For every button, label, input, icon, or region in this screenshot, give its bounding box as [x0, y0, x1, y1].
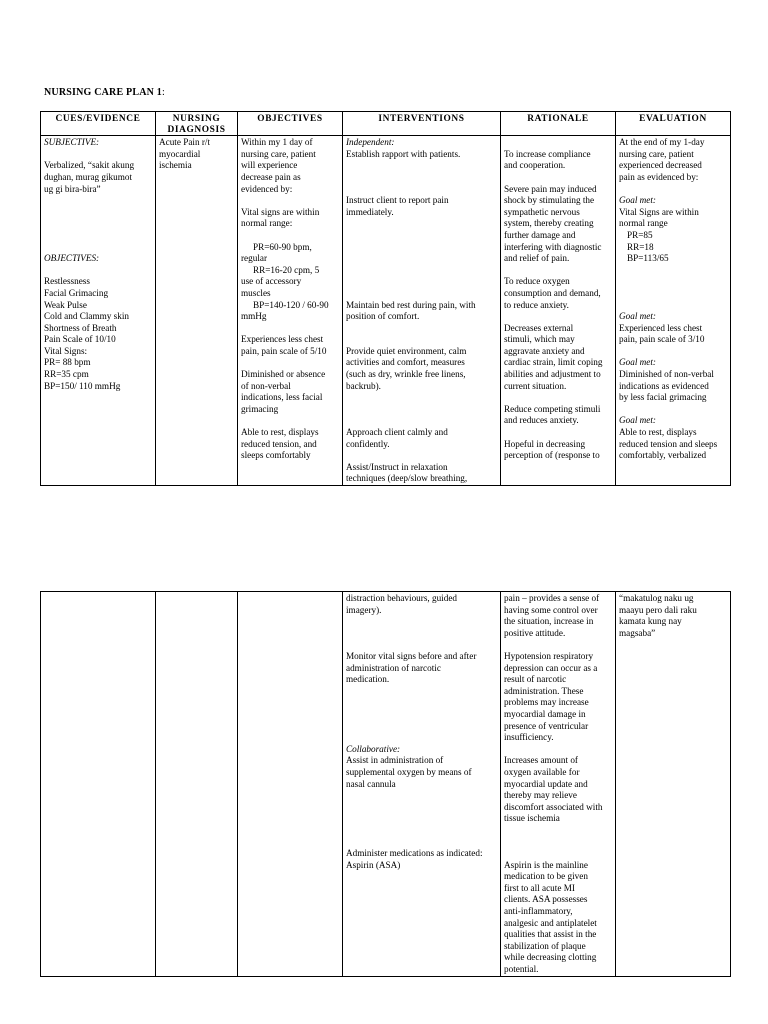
cell-line: Cold and Clammy skin [44, 311, 129, 322]
cell-line [44, 149, 152, 161]
cell-line: the situation, increase in [504, 616, 594, 627]
cell-line: normal range [619, 218, 668, 229]
cell-line: Goal met: [619, 415, 656, 426]
cell-line: Hypotension respiratory [504, 650, 594, 661]
cell-line: abilities and adjustment to [504, 369, 601, 380]
cell-line: PR= 88 bpm [44, 357, 91, 368]
cell-line: confidently. [346, 438, 390, 449]
cell-line: Vital Signs are within [619, 206, 699, 217]
cell-line: Severe pain may induced [504, 183, 597, 194]
cell-line: reduced tension, and [241, 438, 317, 449]
cell-line [619, 288, 727, 300]
cell-line: cardiac strain, limit coping [504, 357, 603, 368]
header-rationale: RATIONALE [501, 112, 616, 136]
cell-line: Facial Grimacing [44, 287, 109, 298]
interventions-cell [343, 592, 501, 977]
cell-line: evidenced by: [241, 183, 293, 194]
cell-line: Experienced less chest [619, 322, 703, 333]
cell-line: insufficiency. [504, 732, 554, 743]
cell-line [619, 346, 727, 358]
cell-line: aggravate anxiety and [504, 345, 585, 356]
cell-line: Goal met: [619, 357, 656, 368]
cell-line: discomfort associated with [504, 801, 603, 812]
cell-line: administration. These [504, 685, 584, 696]
cell-line [619, 184, 727, 196]
cell-line [44, 242, 152, 254]
cell-line: Aspirin (ASA) [346, 859, 401, 870]
cell-line: Maintain bed rest during pain, with [346, 299, 476, 310]
cell-line: decrease pain as [241, 171, 301, 182]
cell-line: To increase compliance [504, 148, 591, 159]
cell-line: depression can occur as a [504, 662, 598, 673]
cell-line: muscles [241, 287, 271, 298]
header-evaluation: EVALUATION [616, 112, 731, 136]
cell-line [346, 288, 497, 300]
cell-line: normal range: [241, 218, 293, 229]
cell-line [346, 836, 497, 848]
cell-line: RR=35 cpm [44, 369, 89, 380]
table-row [41, 592, 731, 977]
cell-line: current situation. [504, 380, 567, 391]
cell-line [504, 392, 612, 404]
cell-line [619, 276, 727, 288]
cues-cell-empty [41, 592, 156, 977]
cell-line: Shortness of Breath [44, 322, 117, 333]
cell-line: Aspirin is the mainline [504, 859, 588, 870]
cell-line [241, 357, 339, 369]
cell-line [346, 628, 497, 640]
cell-line [346, 802, 497, 814]
objectives-cell-empty [238, 592, 343, 977]
cell-line: maayu pero dali raku [619, 604, 697, 615]
cell-line: Establish rapport with patients. [346, 148, 461, 159]
cell-line: regular [241, 253, 268, 264]
cell-line: pain as evidenced by: [619, 171, 699, 182]
cell-line: Acute Pain r/t [159, 137, 211, 148]
cell-line: problems may increase [504, 697, 589, 708]
cell-line: reduced tension and sleeps [619, 438, 718, 449]
cell-line: myocardial update and [504, 778, 588, 789]
cell-line: system, thereby creating [504, 218, 594, 229]
cell-line: Provide quiet environment, calm [346, 345, 467, 356]
cell-line: presence of ventricular [504, 720, 589, 731]
cell-line [346, 404, 497, 416]
cell-line [504, 311, 612, 323]
cell-line [504, 744, 612, 756]
cell-line: position of comfort. [346, 311, 420, 322]
cell-line: potential. [504, 964, 539, 974]
cell-line: pain, pain scale of 5/10 [241, 345, 327, 356]
cell-line: Assist/Instruct in relaxation [346, 461, 448, 472]
cell-line [346, 334, 497, 346]
header-interventions: INTERVENTIONS [343, 112, 501, 136]
cell-line: distraction behaviours, guided [346, 593, 457, 603]
cell-line: and relief of pain. [504, 253, 570, 264]
cell-line: experienced decreased [619, 160, 702, 171]
cell-line: ug gi bira-bira” [44, 183, 101, 194]
cell-line: RR=16-20 cpm, 5 [253, 264, 320, 275]
cell-line [241, 230, 339, 242]
cell-line [346, 709, 497, 721]
header-diagnosis: NURSING DIAGNOSIS [156, 112, 238, 136]
cell-line [504, 848, 612, 860]
cell-line: will experience [241, 160, 298, 171]
cell-line: use of accessory [241, 276, 302, 287]
cell-line: “makatulog naku ug [619, 593, 694, 603]
cell-line: Weak Pulse [44, 299, 87, 310]
cell-line [346, 184, 497, 196]
cell-line: SUBJECTIVE: [44, 137, 100, 148]
cell-line: sleeps comfortably [241, 450, 311, 461]
objectives-cell [238, 136, 343, 486]
cell-line [346, 276, 497, 288]
cell-line: Goal met: [619, 195, 656, 206]
cues-cell [41, 136, 156, 486]
cell-line [346, 242, 497, 254]
cell-line: Approach client calmly and [346, 427, 448, 438]
cell-line: pain, pain scale of 3/10 [619, 334, 705, 345]
header-cues: CUES/EVIDENCE [41, 112, 156, 136]
cell-line [346, 230, 497, 242]
rationale-cell [501, 136, 616, 486]
cell-line [504, 825, 612, 837]
cell-line [346, 218, 497, 230]
cell-line [504, 427, 612, 439]
cell-line: To reduce oxygen [504, 276, 570, 287]
cell-line: (such as dry, wrinkle free linens, [346, 369, 466, 380]
cell-line: shock by stimulating the [504, 195, 595, 206]
cell-line: PR=85 [627, 229, 653, 240]
cell-line [346, 813, 497, 825]
cell-line [346, 323, 497, 335]
cell-line [241, 323, 339, 335]
cell-line [346, 790, 497, 802]
cell-line: Increases amount of [504, 755, 578, 766]
cell-line: stabilization of plaque [504, 940, 586, 951]
cell-line: Diminished or absence [241, 369, 326, 380]
title-text: NURSING CARE PLAN 1 [44, 87, 162, 98]
cell-line: BP=140-120 / 60-90 [253, 299, 329, 310]
cell-line: Collaborative: [346, 743, 401, 754]
cell-line [44, 230, 152, 242]
cell-line: nasal cannula [346, 778, 396, 789]
cell-line: Instruct client to report pain [346, 195, 449, 206]
cell-line: Assist in administration of [346, 755, 444, 766]
cell-line [346, 732, 497, 744]
cell-line: while decreasing clotting [504, 952, 597, 963]
cell-line: medication to be given [504, 871, 588, 882]
cell-line: further damage and [504, 229, 576, 240]
cell-line [346, 265, 497, 277]
interventions-cell [343, 136, 501, 486]
cell-line: comfortably, verbalized [619, 450, 707, 461]
cell-line: backrub). [346, 380, 381, 391]
cell-line: Reduce competing stimuli [504, 403, 601, 414]
cell-line: Able to rest, displays [241, 427, 319, 438]
header-row [41, 112, 731, 136]
cell-line [346, 392, 497, 404]
cell-line: At the end of my 1-day [619, 137, 705, 148]
cell-line: and reduces anxiety. [504, 415, 579, 426]
cell-line: administration of narcotic [346, 662, 441, 673]
cell-line [241, 415, 339, 427]
cell-line: Experiences less chest [241, 334, 324, 345]
cell-line [346, 639, 497, 651]
cell-line: RR=18 [627, 241, 654, 252]
cell-line: mmHg [241, 311, 267, 322]
cell-line [44, 265, 152, 277]
cell-line: ischemia [159, 160, 192, 171]
cell-line [346, 160, 497, 172]
cell-line: anti-inflammatory, [504, 906, 573, 917]
cell-line: nursing care, patient [241, 148, 316, 159]
rationale-cell [501, 592, 616, 977]
cell-line: Vital Signs: [44, 345, 88, 356]
table-row [41, 136, 731, 486]
cell-line: OBJECTIVES: [44, 253, 100, 264]
cell-line [504, 172, 612, 184]
cell-line: perception of (response to [504, 450, 600, 461]
evaluation-cell [616, 136, 731, 486]
cell-line: kamata kung nay [619, 616, 682, 627]
cell-line [504, 639, 612, 651]
document-title [44, 87, 165, 98]
cell-line: myocardial damage in [504, 708, 586, 719]
cell-line: indications, less facial [241, 392, 323, 403]
cell-line: stimuli, which may [504, 334, 575, 345]
diagnosis-cell [156, 136, 238, 486]
cell-line: Restlessness [44, 276, 90, 287]
cell-line: qualities that assist in the [504, 929, 597, 940]
cell-line [504, 836, 612, 848]
cell-line: having some control over [504, 604, 598, 615]
evaluation-cell [616, 592, 731, 977]
cell-line: activities and comfort, measures [346, 357, 465, 368]
cell-line [346, 616, 497, 628]
cell-line [44, 207, 152, 219]
cell-line [619, 300, 727, 312]
cell-line [346, 253, 497, 265]
cell-line [619, 404, 727, 416]
diagnosis-cell-empty [156, 592, 238, 977]
cell-line [44, 218, 152, 230]
cell-line: analgesic and antiplatelet [504, 917, 597, 928]
cell-line: Pain Scale of 10/10 [44, 334, 116, 345]
cell-line: thereby may relieve [504, 790, 577, 801]
cell-line: Goal met: [619, 311, 656, 322]
cell-line: Monitor vital signs before and after [346, 650, 477, 661]
cell-line: Independent: [346, 137, 395, 148]
cell-line: dughan, murag gikumot [44, 171, 133, 182]
cell-line [346, 825, 497, 837]
cell-line: Hopeful in decreasing [504, 438, 586, 449]
cell-line [504, 265, 612, 277]
cell-line: pain – provides a sense of [504, 593, 600, 603]
cell-line: clients. ASA possesses [504, 894, 588, 905]
header-objectives: OBJECTIVES [238, 112, 343, 136]
cell-line [619, 265, 727, 277]
title-colon: : [161, 87, 165, 98]
cell-line: sympathetic nervous [504, 206, 580, 217]
cell-line [346, 172, 497, 184]
cell-line: Diminished of non-verbal [619, 369, 714, 380]
cell-line: BP=113/65 [627, 253, 669, 264]
cell-line: tissue ischemia [504, 813, 560, 824]
cell-line: Decreases external [504, 322, 574, 333]
cell-line: of non-verbal [241, 380, 291, 391]
cell-line: grimacing [241, 403, 279, 414]
cell-line: immediately. [346, 206, 394, 217]
cell-line: supplemental oxygen by means of [346, 766, 472, 777]
cell-line: by less facial grimacing [619, 392, 707, 403]
cell-line: myocardial [159, 148, 201, 159]
cell-line: Administer medications as indicated: [346, 848, 483, 859]
cell-line: imagery). [346, 604, 382, 615]
cell-line: to reduce anxiety. [504, 299, 569, 310]
cell-line [346, 415, 497, 427]
cell-line: interfering with diagnostic [504, 241, 602, 252]
cell-line: consumption and demand, [504, 287, 601, 298]
care-plan-table-page-1 [40, 111, 731, 486]
cell-line [44, 195, 152, 207]
cell-line: first to all acute MI [504, 882, 575, 893]
cell-line [241, 195, 339, 207]
cell-line: BP=150/ 110 mmHg [44, 380, 121, 391]
care-plan-table-page-2 [40, 591, 731, 977]
cell-line: oxygen available for [504, 766, 580, 777]
cell-line: positive attitude. [504, 627, 566, 638]
cell-line [346, 686, 497, 698]
cell-line: Within my 1 day of [241, 137, 313, 148]
cell-line: Verbalized, “sakit akung [44, 160, 135, 171]
cell-line [346, 721, 497, 733]
cell-line: magsaba” [619, 627, 656, 638]
cell-line: indications as evidenced [619, 380, 709, 391]
cell-line: and cooperation. [504, 160, 566, 171]
cell-line: techniques (deep/slow breathing, [346, 473, 468, 484]
cell-line: medication. [346, 674, 390, 685]
cell-line: Able to rest, displays [619, 427, 697, 438]
cell-line [346, 697, 497, 709]
cell-line: Vital signs are within [241, 206, 320, 217]
cell-line: nursing care, patient [619, 148, 694, 159]
cell-line [504, 137, 612, 149]
cell-line [346, 450, 497, 462]
cell-line: PR=60-90 bpm, [253, 241, 312, 252]
cell-line: result of narcotic [504, 674, 567, 685]
